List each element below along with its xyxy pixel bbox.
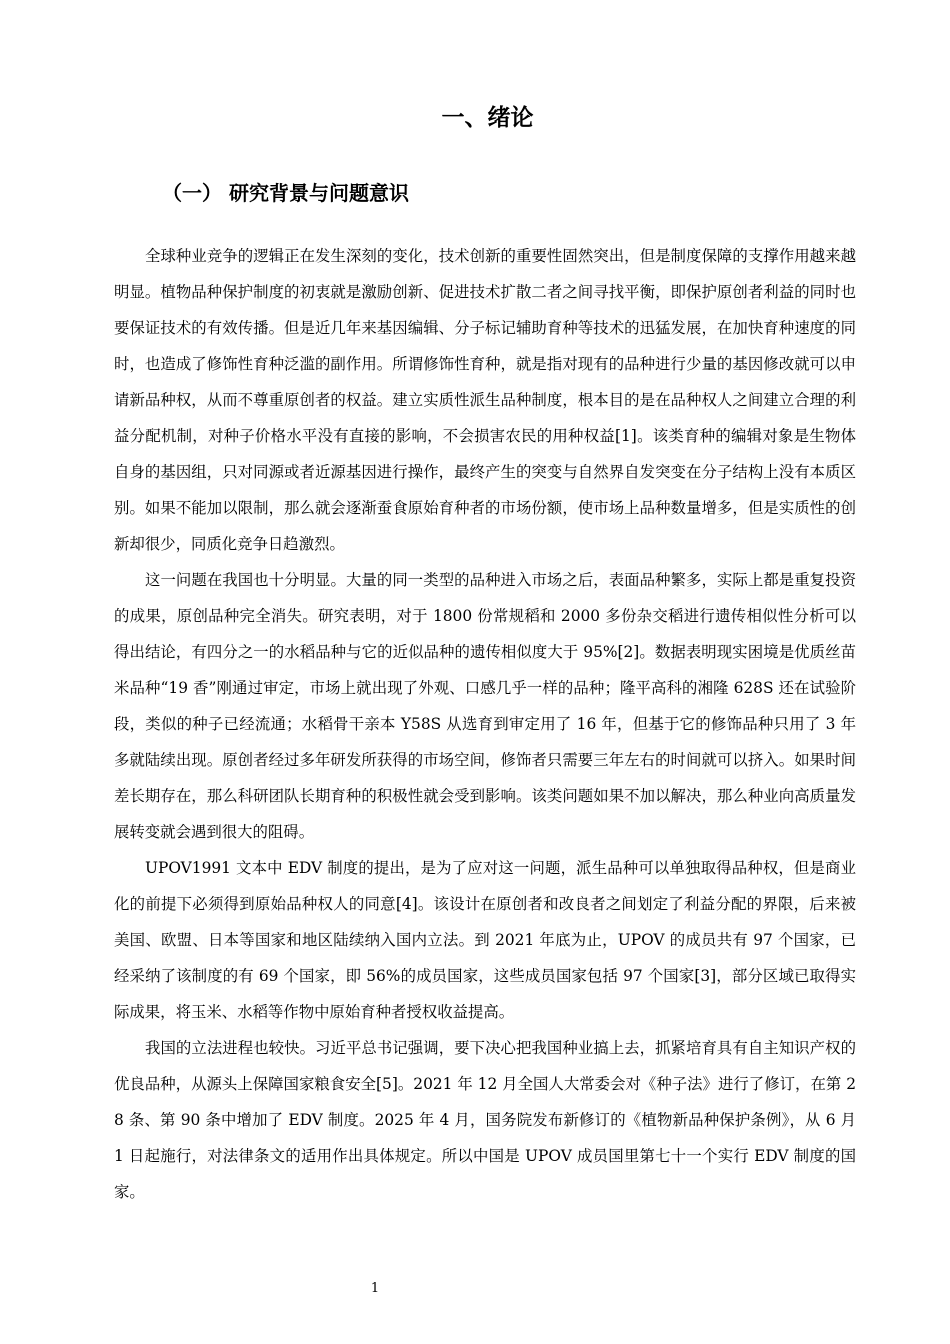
paragraph-2: 这一问题在我国也十分明显。大量的同一类型的品种进入市场之后，表面品种繁多，实际上都是重复投资的成果，原创品种完全消失。研究表明，对于 1800 份常规稻和 2000 多份杂交稻进行遗传相似性分析可以得出结论，有四分之一的水稻品种与它的近似品种的遗传相似度大于 95%[2]。数据表明现实困境是优质丝苗米品种“19 香”刚通过审定，市场上就出现了外观、口感几乎一样的品种；隆平高科的湘隆 628S 还在试验阶段，类似的种子已经流通；水稻骨干亲本 Y58S 从选育到审定用了 16 年，但基于它的修饰品种只用了 3 年多就陆续出现。原创者经过多年研发所获得的市场空间，修饰者只需要三年左右的时间就可以挤入。如果时间差长期存在，那么科研团队长期育种的积极性就会受到影响。该类问题如果不加以解决，那么种业向高质量发展转变就会遇到很大的阻碍。 <box>114 571 856 841</box>
paragraph-4: 我国的立法进程也较快。习近平总书记强调，要下决心把我国种业搞上去，抓紧培育具有自主知识产权的优良品种，从源头上保障国家粮食安全[5]。2021 年 12 月全国人大常委会对《种子法》进行了修订，在第 28 条、第 90 条中增加了 EDV 制度。2025 年 4 月，国务院发布新修订的《植物新品种保护条例》，从 6 月 1 日起施行，对法律条文的适用作出具体规定。所以中国是 UPOV 成员国里第七十一个实行 EDV 制度的国家。 <box>114 1039 856 1201</box>
body-text <box>114 238 856 1210</box>
section-title: （一） 研究背景与问题意识 <box>162 181 409 205</box>
chapter-title: 一、绪论 <box>441 105 534 131</box>
paragraph-1: 全球种业竞争的逻辑正在发生深刻的变化，技术创新的重要性固然突出，但是制度保障的支撑作用越来越明显。植物品种保护制度的初衷就是激励创新、促进技术扩散二者之间寻找平衡，即保护原创者利益的同时也要保证技术的有效传播。但是近几年来基因编辑、分子标记辅助育种等技术的迅猛发展，在加快育种速度的同时，也造成了修饰性育种泛滥的副作用。所谓修饰性育种，就是指对现有的品种进行少量的基因修改就可以申请新品种权，从而不尊重原创者的权益。建立实质性派生品种制度，根本目的是在品种权人之间建立合理的利益分配机制，对种子价格水平没有直接的影响，不会损害农民的用种权益[1]。该类育种的编辑对象是生物体自身的基因组，只对同源或者近源基因进行操作，最终产生的突变与自然界自发突变在分子结构上没有本质区别。如果不能加以限制，那么就会逐渐蚕食原始育种者的市场份额，使市场上品种数量增多，但是实质性的创新却很少，同质化竞争日趋激烈。 <box>114 247 856 553</box>
paragraph-3: UPOV1991 文本中 EDV 制度的提出，是为了应对这一问题，派生品种可以单独取得品种权，但是商业化的前提下必须得到原始品种权人的同意[4]。该设计在原创者和改良者之间划定了利益分配的界限，后来被美国、欧盟、日本等国家和地区陆续纳入国内立法。到 2021 年底为止，UPOV 的成员共有 97 个国家，已经采纳了该制度的有 69 个国家，即 56%的成员国家，这些成员国家包括 97 个国家[3]，部分区域已取得实际成果，将玉米、水稻等作物中原始育种者授权收益提高。 <box>114 859 856 1021</box>
page-number: 1 <box>370 1281 380 1296</box>
